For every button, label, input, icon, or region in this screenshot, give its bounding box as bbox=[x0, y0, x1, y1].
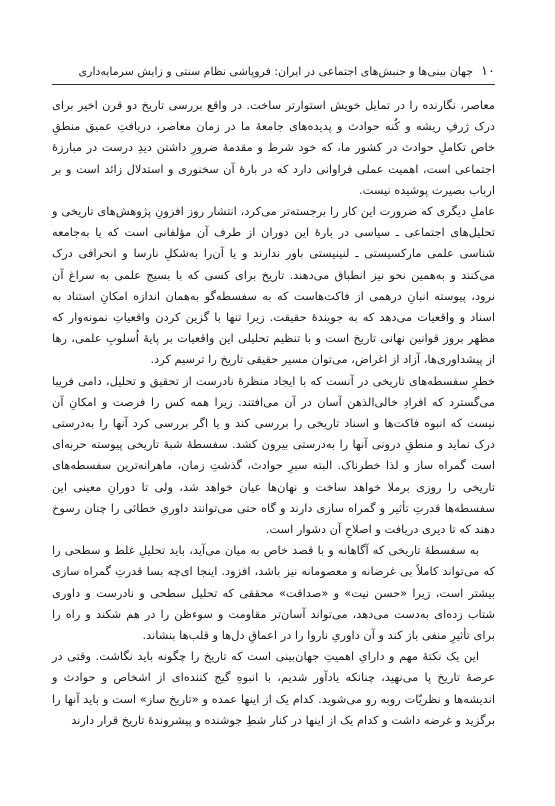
paragraph-1: معاصر، نگارنده را در تمایل خویش استوارتر ساخت. در واقع بررسی تاریخ دو قرن اخیر برای درک ژرفِ ریشه و کُنه حوادث و پدیده‌های جامعه‌ٔ ما در زمان معاصر، دریافتِ عمیق منطقِ خاص تکاملِ حوادث در کشور ما، که خود شرط و مقدمه‌ٔ ضرورِ داشتن دیدِ درست در مبارزهٔ اجتماعی است، اهمیت عملی فراوانی دارد که در بارهٔ آن سخنوری و استدلال زائد است و بر ارباب بصیرت پوشیده نیست. bbox=[52, 98, 495, 197]
header-rule bbox=[52, 84, 495, 85]
paragraph-2: عاملِ دیگری که ضرورت این کار را برجسته‌تر می‌کرد، انتشار روز افزونِ پژوهش‌های تاریخی و تحلیل‌های اجتماعی ـ سیاسی در بارهٔ این دوران از طرف آن مؤلفانی است که یا به‌جامعه شناسی علمی مارکسیستی ـ لنینیستی باور ندارند و یا آن‌را به‌شکلِ نارسا و انحرافی درک می‌کنند و به‌همین نحو نیز انطباق می‌دهند. تاریخ برای کسی که با بسیج علمی به سراغ آن نرود، پیوسته انبانِ درهمی از فاکت‌هاست که به سفسطه‌گو به‌همان اندازه امکانِ استناد به اسناد و واقعیات می‌دهد که به جوینده‌ٔ حقیقت. زیرا تنها با گزین کردن واقعیاتِ نمونه‌وار که مظهر بروز قوانین نهانی تاریخ است و با تنظیم تحلیلی این واقعیات بر پایهٔ اُسلوبِ علمی، رها از پیشداوری‌ها، آزاد از اغراض، می‌توان مسیر حقیقی تاریخ را ترسیم کرد. bbox=[52, 204, 495, 367]
paragraph-3: خطرِ سفسطه‌های تاریخی در آنست که با ایجاد منظرهٔ نادرست از تحقیق و تحلیل، دامی فریبا می‌گسترد که افرادِ خالی‌الذهن آسان در آن می‌افتند. زیرا همه کس را فرصت و امکانِ آن نیست که انبوه فاکت‌ها و اسناد تاریخی را بررسی کند و یا اگر بررسی کرد آنها را به‌درستی درک نماید و منطقِ درونی آنها را به‌درستی بیرون کشد. سفسطهٔ شبهٔ تاریخی پیوسته حربه‌ای است گمراه ساز و لذا خطرناک. البته سیرِ حوادث، گذشتِ زمان، ماهرانه‌ترین سفسطه‌های تاریخی را روزی برملا خواهد ساخت و نهان‌ها عیان خواهد شد، ولی تا دورانِ معینی این سفسطه‌ها قدرتِ تأثیر و گمراه سازی دارند و گاه حتی می‌توانند داوریِ خطائی را چنان رسوخ دهند که تا دیری دریافت و اصلاحِ آن دشوار است. bbox=[52, 373, 495, 537]
paragraph-4: به سفسطهٔ تاریخی که آگاهانه و با قصد خاص به میان می‌آید، باید تحلیلِ غلط و سطحی را که می‌تواند کاملاً بی غرضانه و معصومانه نیز باشد، افزود. اینجا ای‌چه بسا قدرتِ گمراه سازی بیشتر است، زیرا «حسن نیت» و «صداقت» محققی که تحلیل سطحی و نادرست و داوری شتاب زده‌ای به‌دست می‌دهد، می‌تواند آسان‌تر مقاومت و سوءظن را در هم شکند و راه را برای تأثیرِ منفی باز کند و آن داوریِ ناروا را در اعماقِ دل‌ها و قلب‌ها بنشاند. bbox=[52, 543, 495, 643]
paragraph-5: این یک نکتهٔ مهم و دارایِ اهمیتِ جهان‌بینی است که تاریخ را چگونه باید نگاشت. وقتی در عرصهٔ تاریخ پا می‌نهید، چنانکه یادآور شدیم، با انبوهِ گیج کننده‌ای از اشخاص و حوادث و اندیشه‌ها و نظریّات روبه رو می‌شوید. کدام یک از اینها عمده و «تاریخ ساز» است و باید آنها را برگزید و غرضه داشت و کدام یک از اینها در کنار شطِ جوشنده و پیشروندهٔ تاریخ قرار دارند bbox=[52, 649, 495, 727]
running-title: جهان بینی‌ها و جنبش‌های اجتماعی در ایران: فروپاشی نظام سنتی و زایش سرمایه‌داری bbox=[78, 65, 474, 78]
running-header bbox=[52, 64, 495, 80]
body-text bbox=[52, 95, 495, 731]
page-number: ۱۰ bbox=[481, 64, 495, 79]
